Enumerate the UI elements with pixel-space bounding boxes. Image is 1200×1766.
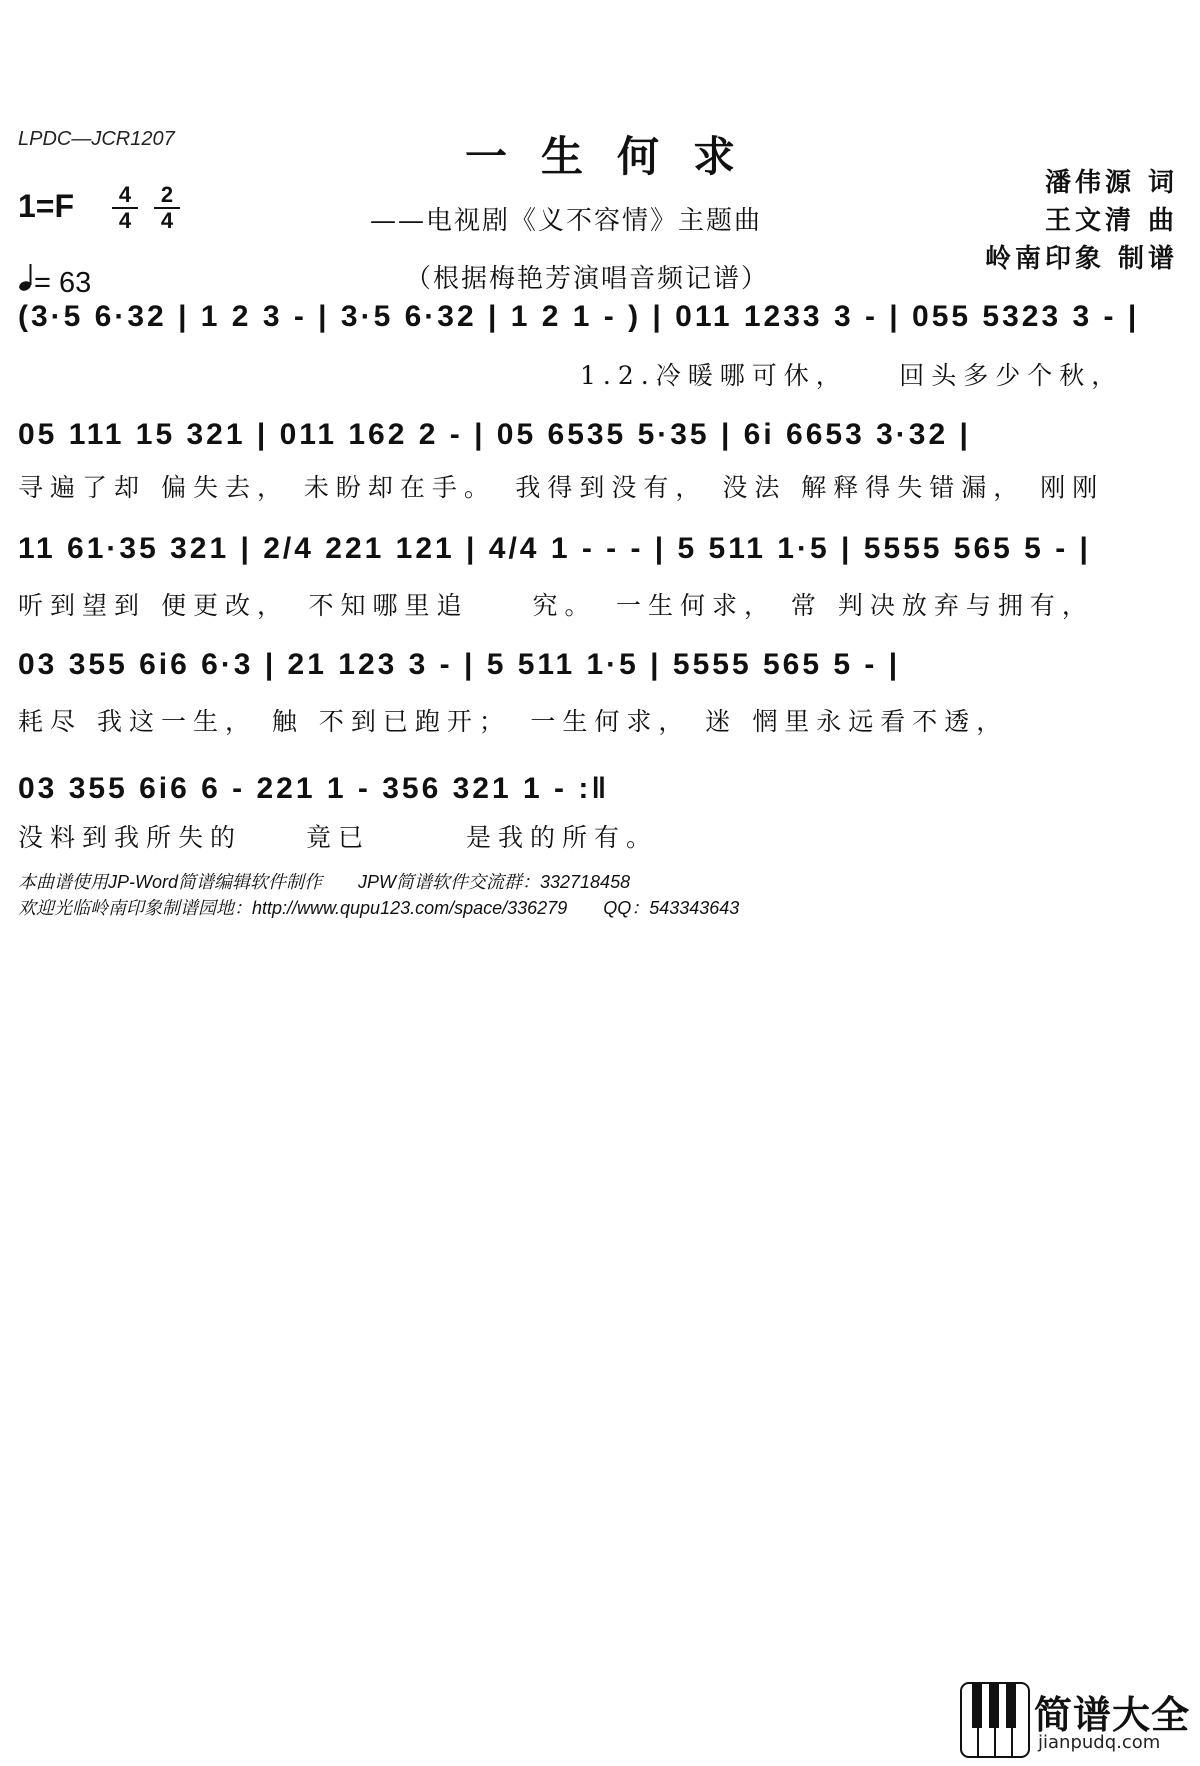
- time-sig-top: 4: [118, 182, 132, 207]
- transcription-note: （根据梅艳芳演唱音频记谱）: [405, 264, 770, 294]
- lyric-line-5: 没料到我所失的 竟已 是我的所有。: [18, 823, 659, 852]
- watermark-cn: 简谱大全: [1034, 1693, 1191, 1737]
- time-sig-top: 2: [160, 182, 174, 207]
- music-line-1: (3·5 6·32 | 1 2 3 - | 3·5 6·32 | 1 2 1 - ) | 011 1233 3 - | 055 5323 3 - |: [18, 300, 1140, 333]
- page-title: 一生何求: [464, 132, 769, 181]
- piano-keys-icon: [960, 1682, 1030, 1758]
- music-line-5: 03 355 6i6 6 - 221 1 - 356 321 1 - :‖: [18, 772, 610, 805]
- time-sig-bottom: 4: [112, 207, 138, 233]
- time-signature-2-4: [154, 183, 180, 233]
- tempo-marking: [18, 262, 91, 300]
- time-signature-4-4: [112, 183, 138, 233]
- lyric-line-4: 耗尽 我这一生， 触 不到已跑开； 一生何求， 迷 惘里永远看不透，: [18, 707, 1009, 736]
- arranger-credit: 岭南印象 制谱: [984, 244, 1178, 274]
- subtitle: ——电视剧《义不容情》主题曲: [370, 206, 763, 236]
- watermark-en: jianpudq.com: [1038, 1732, 1161, 1753]
- watermark-logo: [960, 1682, 1190, 1762]
- lyricist-credit: 潘伟源 词: [1044, 168, 1178, 198]
- lyric-line-1: 1.2.冷暖哪可休， 回头多少个秋，: [580, 361, 1124, 390]
- music-line-4: 03 355 6i6 6·3 | 21 123 3 - | 5 511 1·5 | 5555 565 5 - |: [18, 648, 901, 681]
- composer-credit: 王文清 曲: [1044, 206, 1178, 236]
- footer-line-2: 欢迎光临岭南印象制谱园地：http://www.qupu123.com/space/336279 QQ：543343643: [18, 898, 740, 918]
- key-signature: 1=F: [18, 188, 75, 224]
- footer-line-1: 本曲谱使用JP-Word简谱编辑软件制作 JPW简谱软件交流群：332718458: [18, 872, 631, 892]
- tempo-value: = 63: [34, 267, 92, 299]
- quarter-note-icon: [18, 262, 34, 292]
- music-line-2: 05 111 15 321 | 011 162 2 - | 05 6535 5·35 | 6i 6653 3·32 |: [18, 418, 971, 451]
- lyric-line-2: 寻遍了却 偏失去， 未盼却在手。 我得到没有， 没法 解释得失错漏， 刚刚: [18, 473, 1105, 502]
- time-sig-bottom: 4: [154, 207, 180, 233]
- lyric-line-3: 听到望到 便更改， 不知哪里追 究。 一生何求， 常 判决放弃与拥有，: [18, 591, 1094, 620]
- music-line-3: 11 61·35 321 | 2/4 221 121 | 4/4 1 - - - | 5 511 1·5 | 5555 565 5 - |: [18, 532, 1091, 565]
- score-code: LPDC—JCR1207: [18, 128, 175, 150]
